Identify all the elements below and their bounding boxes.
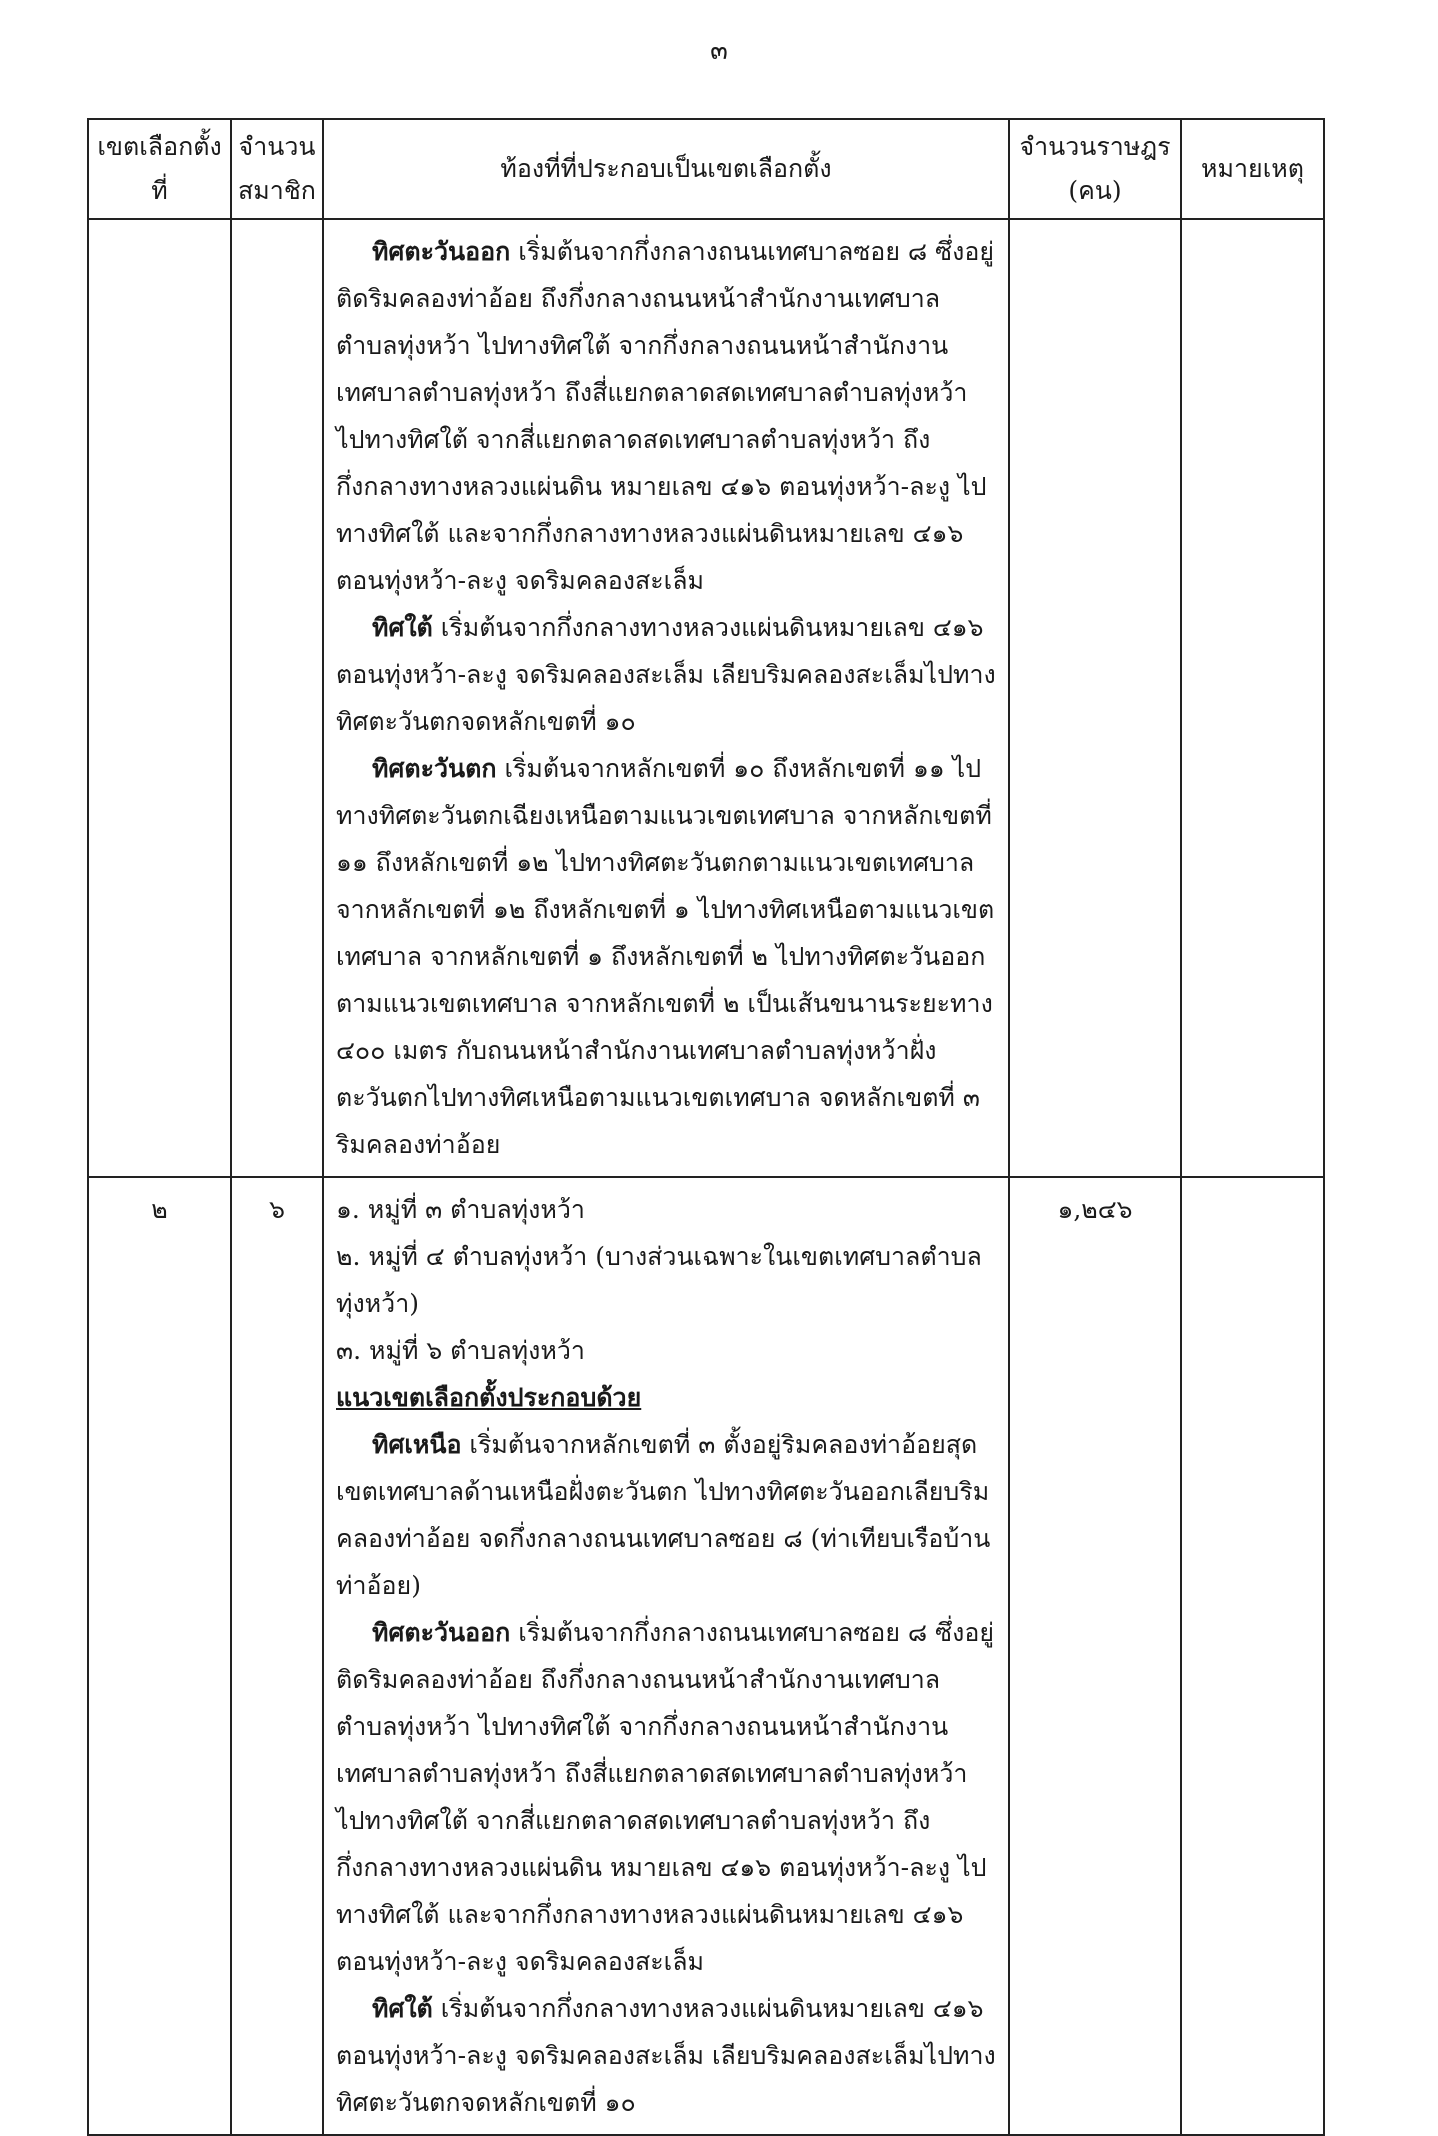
row2-district-cell: ๒ bbox=[88, 1177, 231, 2135]
south-text: เริ่มต้นจากกึ่งกลางทางหลวงแผ่นดินหมายเลข ๔๑๖ ตอนทุ่งหว้า-ละงู จดริมคลองสะเล็ม เลียบริมคลองสะเล็มไปทางทิศตะวันตกจดหลักเขตที่ ๑๐ bbox=[336, 613, 996, 736]
south-text: เริ่มต้นจากกึ่งกลางทางหลวงแผ่นดินหมายเลข ๔๑๖ ตอนทุ่งหว้า-ละงู จดริมคลองสะเล็ม เลียบริมคลองสะเล็มไปทางทิศตะวันตกจดหลักเขตที่ ๑๐ bbox=[336, 1994, 996, 2117]
list-item: ๑. หมู่ที่ ๓ ตำบลทุ่งหว้า bbox=[336, 1195, 585, 1224]
row1-remarks-cell bbox=[1181, 219, 1324, 1177]
row1-west-boundary bbox=[336, 745, 996, 1168]
row2-east-boundary bbox=[336, 1609, 996, 1985]
north-text: เริ่มต้นจากหลักเขตที่ ๓ ตั้งอยู่ริมคลองท่าอ้อยสุดเขตเทศบาลด้านเหนือฝั่งตะวันตก ไปทางทิศตะวันออกเลียบริมคลองท่าอ้อย จดกึ่งกลางถนนเทศบาลซอย ๘ (ท่าเทียบเรือบ้านท่าอ้อย) bbox=[336, 1430, 991, 1600]
row2-population-cell: ๑,๒๔๖ bbox=[1009, 1177, 1181, 2135]
row1-area-cell bbox=[323, 219, 1009, 1177]
row2-area-cell bbox=[323, 1177, 1009, 2135]
row2-members-cell: ๖ bbox=[231, 1177, 323, 2135]
row1-population-cell bbox=[1009, 219, 1181, 1177]
east-label: ทิศตะวันออก bbox=[372, 1618, 511, 1647]
north-label: ทิศเหนือ bbox=[372, 1430, 462, 1459]
south-label: ทิศใต้ bbox=[372, 613, 433, 642]
row1-members-cell bbox=[231, 219, 323, 1177]
electoral-district-table bbox=[87, 118, 1325, 2136]
list-item: ๒. หมู่ที่ ๔ ตำบลทุ่งหว้า (บางส่วนเฉพาะในเขตเทศบาลตำบลทุ่งหว้า) bbox=[336, 1242, 982, 1318]
table-header-row bbox=[88, 119, 1324, 219]
list-item: ๓. หมู่ที่ ๖ ตำบลทุ่งหว้า bbox=[336, 1336, 585, 1365]
east-text: เริ่มต้นจากกึ่งกลางถนนเทศบาลซอย ๘ ซึ่งอยู่ติดริมคลองท่าอ้อย ถึงกึ่งกลางถนนหน้าสำนักงานเทศบาลตำบลทุ่งหว้า ไปทางทิศใต้ จากกึ่งกลางถนนหน้าสำนักงานเทศบาลตำบลทุ่งหว้า ถึงสี่แยกตลาดสดเทศบาลตำบลทุ่งหว้า ไปทางทิศใต้ จากสี่แยกตลาดสดเทศบาลตำบลทุ่งหว้า ถึงกึ่งกลางทางหลวงแผ่นดิน หมายเลข ๔๑๖ ตอนทุ่งหว้า-ละงู ไปทางทิศใต้ และจากกึ่งกลางทางหลวงแผ่นดินหมายเลข ๔๑๖ ตอนทุ่งหว้า-ละงู จดริมคลองสะเล็ม bbox=[336, 237, 994, 595]
header-district: เขตเลือกตั้ง ที่ bbox=[88, 119, 231, 219]
west-label: ทิศตะวันตก bbox=[372, 754, 497, 783]
row1-east-boundary bbox=[336, 228, 996, 604]
west-text: เริ่มต้นจากหลักเขตที่ ๑๐ ถึงหลักเขตที่ ๑๑ ไปทางทิศตะวันตกเฉียงเหนือตามแนวเขตเทศบาล จากหลักเขตที่ ๑๑ ถึงหลักเขตที่ ๑๒ ไปทางทิศตะวันตกตามแนวเขตเทศบาล จากหลักเขตที่ ๑๒ ถึงหลักเขตที่ ๑ ไปทางทิศเหนือตามแนวเขตเทศบาล จากหลักเขตที่ ๑ ถึงหลักเขตที่ ๒ ไปทางทิศตะวันออกตามแนวเขตเทศบาล จากหลักเขตที่ ๒ เป็นเส้นขนานระยะทาง ๔๐๐ เมตร กับถนนหน้าสำนักงานเทศบาลตำบลทุ่งหว้าฝั่งตะวันตกไปทางทิศเหนือตามแนวเขตเทศบาล จดหลักเขตที่ ๓ ริมคลองท่าอ้อย bbox=[336, 754, 995, 1159]
row2-south-boundary bbox=[336, 1985, 996, 2126]
row1-district-cell bbox=[88, 219, 231, 1177]
row1-south-boundary bbox=[336, 604, 996, 745]
page-number: ๓ bbox=[710, 36, 728, 66]
header-members: จำนวน สมาชิก bbox=[231, 119, 323, 219]
table-row bbox=[88, 219, 1324, 1177]
row2-remarks-cell bbox=[1181, 1177, 1324, 2135]
table-row bbox=[88, 1177, 1324, 2135]
header-area: ท้องที่ที่ประกอบเป็นเขตเลือกตั้ง bbox=[323, 119, 1009, 219]
row2-north-boundary bbox=[336, 1421, 996, 1609]
south-label: ทิศใต้ bbox=[372, 1994, 433, 2023]
boundary-heading: แนวเขตเลือกตั้งประกอบด้วย bbox=[336, 1383, 642, 1412]
east-label: ทิศตะวันออก bbox=[372, 237, 511, 266]
east-text: เริ่มต้นจากกึ่งกลางถนนเทศบาลซอย ๘ ซึ่งอยู่ติดริมคลองท่าอ้อย ถึงกึ่งกลางถนนหน้าสำนักงานเทศบาลตำบลทุ่งหว้า ไปทางทิศใต้ จากกึ่งกลางถนนหน้าสำนักงานเทศบาลตำบลทุ่งหว้า ถึงสี่แยกตลาดสดเทศบาลตำบลทุ่งหว้า ไปทางทิศใต้ จากสี่แยกตลาดสดเทศบาลตำบลทุ่งหว้า ถึงกึ่งกลางทางหลวงแผ่นดิน หมายเลข ๔๑๖ ตอนทุ่งหว้า-ละงู ไปทางทิศใต้ และจากกึ่งกลางทางหลวงแผ่นดินหมายเลข ๔๑๖ ตอนทุ่งหว้า-ละงู จดริมคลองสะเล็ม bbox=[336, 1618, 994, 1976]
header-remarks: หมายเหตุ bbox=[1181, 119, 1324, 219]
header-population: จำนวนราษฎร (คน) bbox=[1009, 119, 1181, 219]
